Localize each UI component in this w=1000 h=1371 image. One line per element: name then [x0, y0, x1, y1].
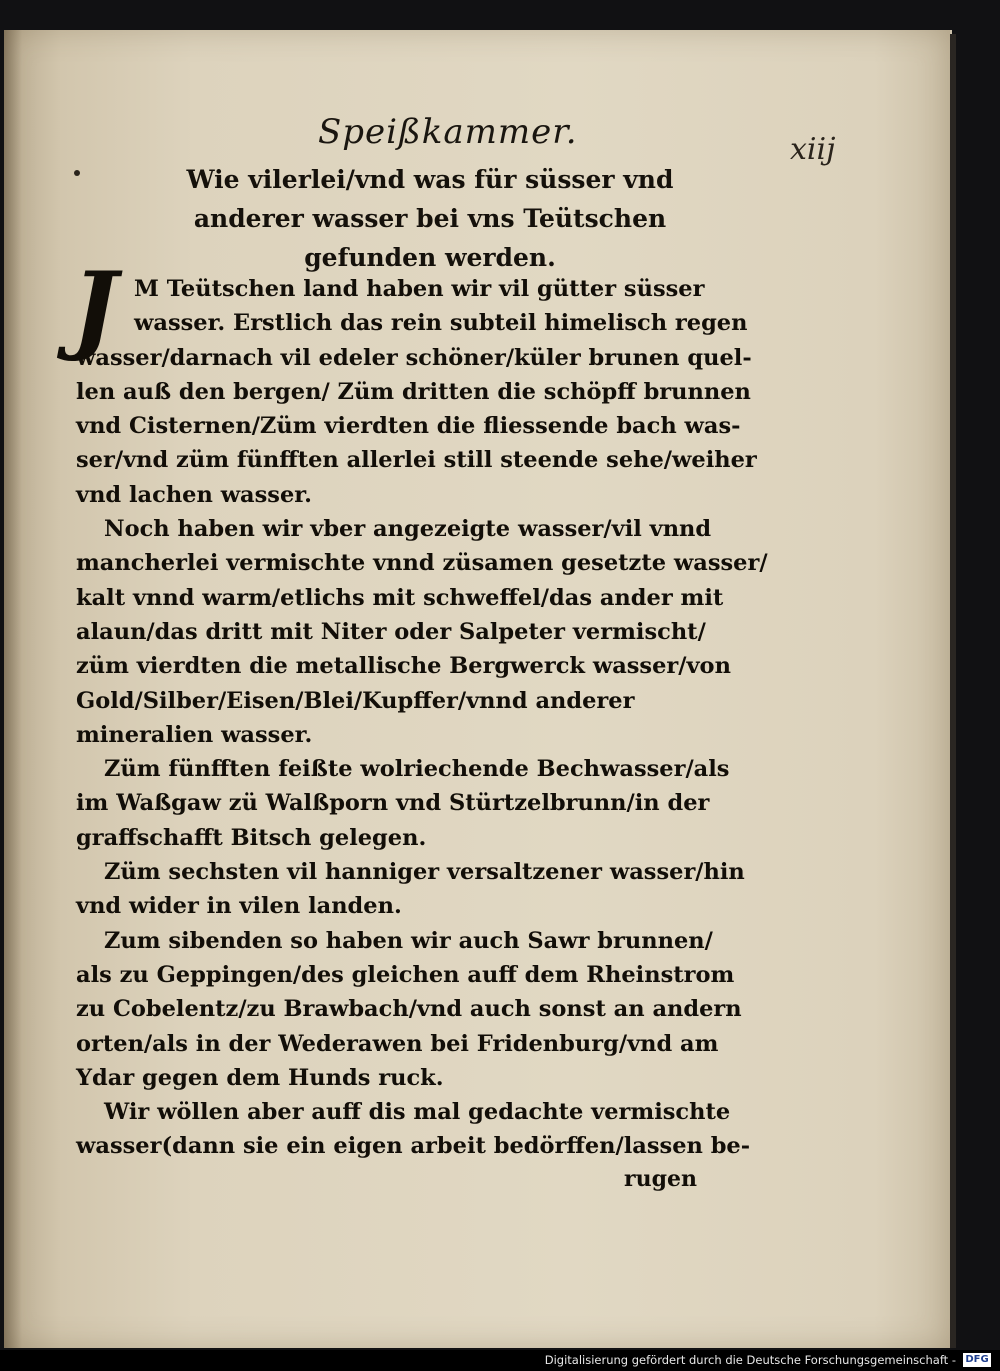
body-text	[76, 272, 786, 1164]
text-line: len auß den bergen/ Züm dritten die schöpff brunnen	[76, 378, 751, 405]
text-line: als zu Geppingen/des gleichen auff dem Rheinstrom	[76, 961, 735, 988]
text-line: züm vierdten die metallische Bergwerck wasser/von	[76, 653, 731, 680]
text-line: alaun/das dritt mit Niter oder Salpeter vermischt/	[76, 618, 706, 645]
text-line: wasser. Erstlich das rein subteil himelisch regen	[134, 310, 748, 337]
text-line: M Teütschen land haben wir vil gütter süsser	[134, 276, 705, 302]
running-head: Speißkammer.	[318, 112, 578, 152]
text-line: graffschafft Bitsch gelegen.	[76, 824, 427, 851]
text-line: wasser/darnach vil edeler schöner/küler brunen quel-	[76, 344, 752, 371]
catchword: rugen	[624, 1166, 697, 1192]
text-line: Gold/Silber/Eisen/Blei/Kupffer/vnnd anderer	[76, 687, 635, 714]
page-edge	[950, 34, 956, 1348]
text-line: vnd lachen wasser.	[76, 481, 312, 508]
text-line: Ydar gegen dem Hunds ruck.	[76, 1064, 444, 1091]
text-line: orten/als in der Wederawen bei Fridenburg/vnd am	[76, 1030, 719, 1057]
text-line: Züm sechsten vil hanniger versaltzener wasser/hin	[104, 859, 745, 886]
title-line: anderer wasser bei vns Teütschen	[193, 204, 667, 233]
text-line: im Waßgaw zü Walßporn vnd Stürtzelbrunn/in der	[76, 790, 710, 817]
text-line: vnd wider in vilen landen.	[76, 893, 402, 920]
text-line: Wir wöllen aber auff dis mal gedachte vermischte	[104, 1099, 731, 1126]
text-line: zu Cobelentz/zu Brawbach/vnd auch sonst an andern	[76, 996, 742, 1023]
title-line: Wie vilerlei/vnd was für süsser vnd	[186, 165, 674, 194]
footer-credit: Digitalisierung gefördert durch die Deutsche Forschungsgemeinschaft -	[544, 1353, 956, 1367]
text-line: Züm fünfften feißte wolriechende Bechwasser/als	[104, 756, 730, 783]
text-line: kalt vnnd warm/etlichs mit schweffel/das ander mit	[76, 584, 724, 611]
text-line: Noch haben wir vber angezeigte wasser/vil vnnd	[104, 516, 712, 543]
text-line: vnd Cisternen/Züm vierdten die fliessende bach was-	[76, 413, 741, 440]
text-line: mancherlei vermischte vnnd züsamen gesetzte wasser/	[76, 550, 768, 577]
text-line: mineralien wasser.	[76, 721, 313, 748]
drop-cap: J	[72, 251, 118, 364]
dfg-logo: DFG	[963, 1353, 991, 1367]
text-line: ser/vnd züm fünfften allerlei still steende sehe/weiher	[76, 447, 757, 474]
chapter-title	[130, 160, 730, 277]
text-line: wasser(dann sie ein eigen arbeit bedörffen/lassen be-	[76, 1133, 751, 1160]
text-line: Zum sibenden so haben wir auch Sawr brunnen/	[104, 927, 713, 954]
folio-number: xiij	[790, 132, 836, 167]
title-line: gefunden werden.	[304, 243, 556, 272]
binding-shadow	[4, 30, 22, 1348]
ink-dot	[74, 170, 80, 176]
